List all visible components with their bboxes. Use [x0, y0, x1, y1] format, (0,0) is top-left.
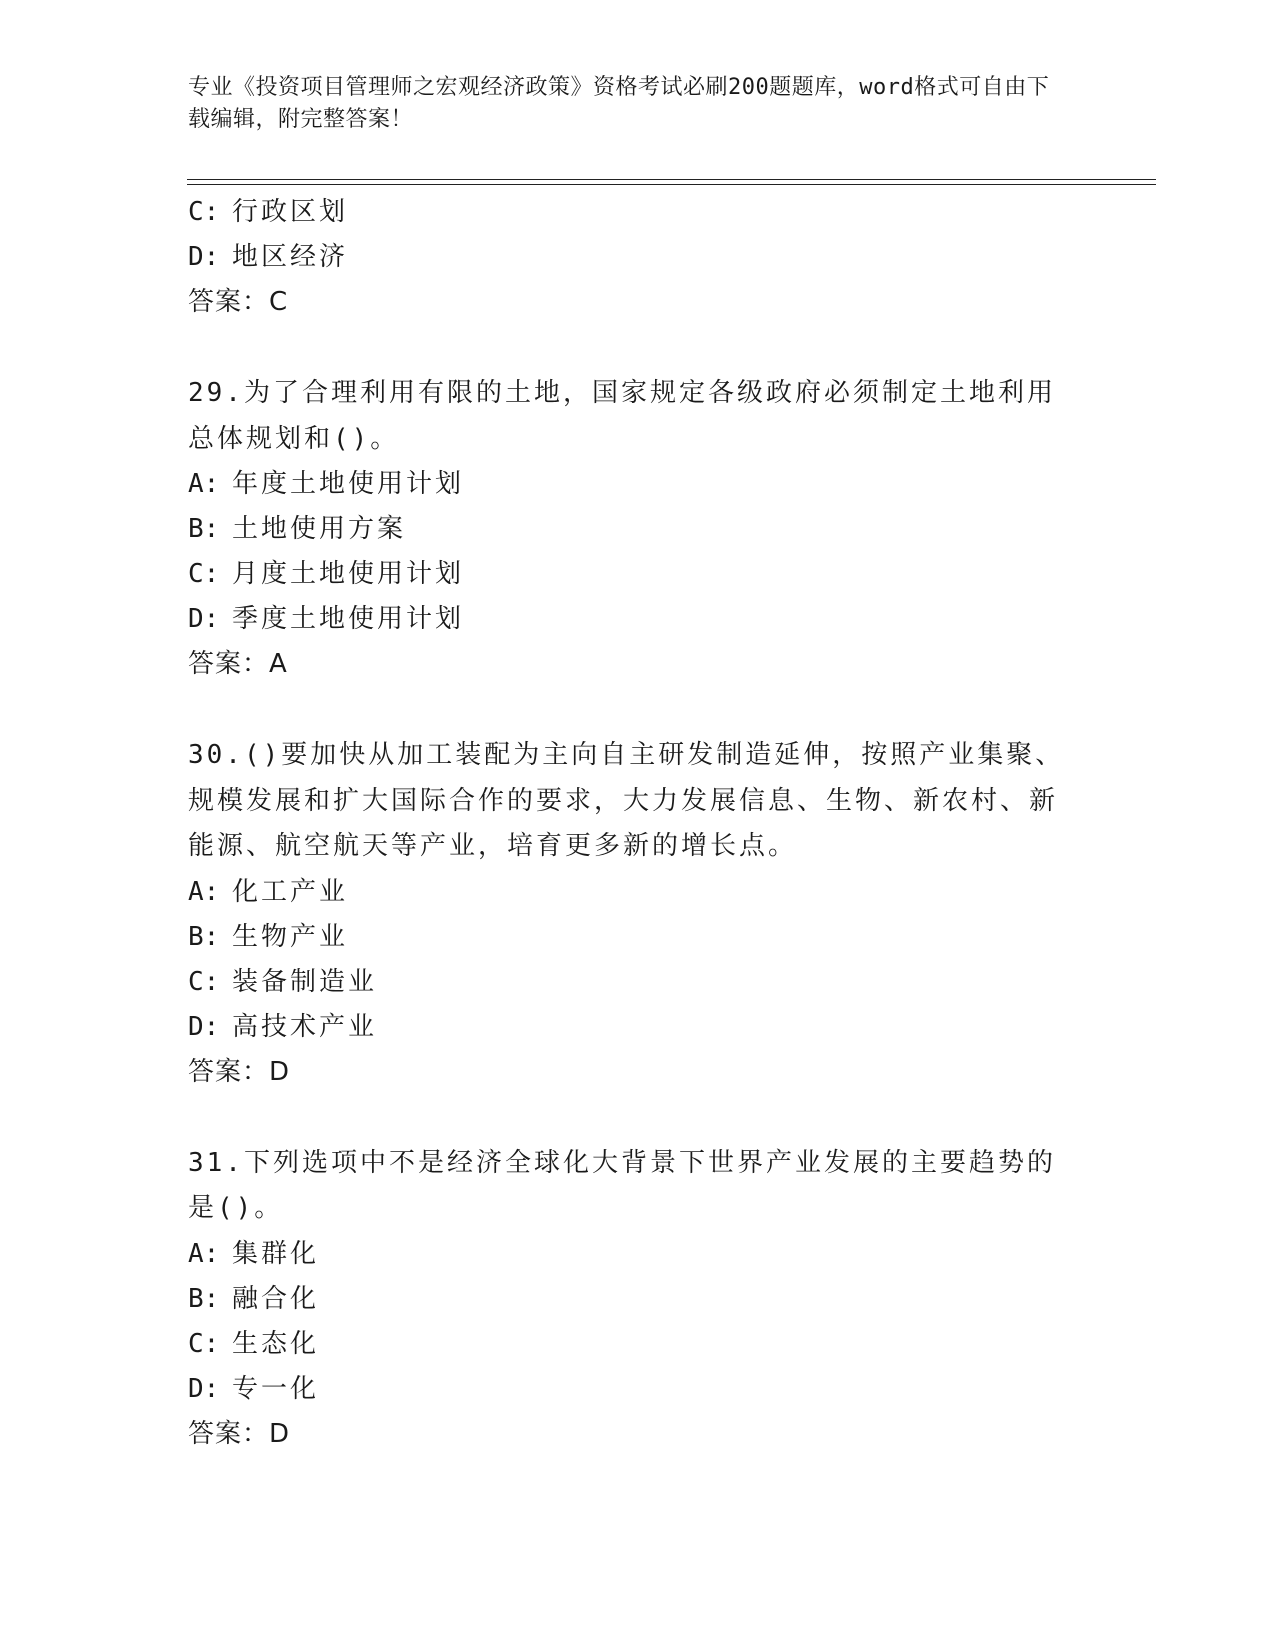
- answer-line: 答案：C: [188, 287, 289, 317]
- option-line: [188, 597, 1088, 642]
- option-line: [188, 915, 1088, 960]
- document-header: 专业《投资项目管理师之宏观经济政策》资格考试必刷200题题库，word格式可自由下载编辑，附完整答案！: [188, 75, 1050, 132]
- option-line: [188, 1367, 1088, 1412]
- option-text: 地区经济: [232, 242, 349, 272]
- option-text: 装备制造业: [232, 966, 378, 997]
- option-line: [188, 462, 1088, 507]
- option-letter: C:: [188, 966, 220, 997]
- option-letter: B:: [188, 921, 220, 952]
- option-text: 化工产业: [232, 876, 349, 907]
- option-text: 土地使用方案: [232, 514, 407, 544]
- option-letter: D:: [188, 242, 220, 272]
- option-line: [188, 235, 1088, 280]
- option-text: 融合化: [232, 1283, 320, 1314]
- answer-line: 答案：D: [188, 1418, 291, 1449]
- option-letter: D:: [188, 1373, 220, 1404]
- option-letter: B:: [188, 514, 220, 544]
- question-stem: 31.下列选项中不是经济全球化大背景下世界产业发展的主要趋势的是()。: [188, 1147, 1056, 1223]
- option-text: 集群化: [232, 1238, 320, 1269]
- option-line: [188, 960, 1088, 1005]
- option-letter: A:: [188, 1238, 220, 1269]
- option-line: [188, 190, 1088, 235]
- option-text: 高技术产业: [232, 1011, 378, 1042]
- option-text: 行政区划: [232, 197, 349, 227]
- option-text: 专一化: [232, 1373, 320, 1404]
- option-letter: D:: [188, 604, 220, 634]
- option-letter: C:: [188, 559, 220, 589]
- option-line: [188, 507, 1088, 552]
- header-divider-top: [187, 179, 1156, 180]
- answer-line: 答案：A: [188, 649, 288, 679]
- option-text: 生态化: [232, 1328, 320, 1359]
- option-letter: D:: [188, 1011, 220, 1042]
- answer-line: 答案：D: [188, 1056, 291, 1087]
- option-line: [188, 1232, 1088, 1277]
- option-letter: B:: [188, 1283, 220, 1314]
- header-divider-bottom: [187, 184, 1156, 185]
- option-letter: A:: [188, 876, 220, 907]
- question-content: [188, 190, 1088, 1457]
- option-line: [188, 1277, 1088, 1322]
- option-letter: A:: [188, 469, 220, 499]
- question-stem: 29.为了合理利用有限的土地，国家规定各级政府必须制定土地利用总体规划和()。: [188, 378, 1056, 454]
- option-text: 季度土地使用计划: [232, 604, 465, 634]
- option-letter: C:: [188, 197, 220, 227]
- option-text: 年度土地使用计划: [232, 469, 465, 499]
- option-line: [188, 1005, 1088, 1050]
- option-line: [188, 870, 1088, 915]
- question-stem: 30.()要加快从加工装配为主向自主研发制造延伸，按照产业集聚、规模发展和扩大国际合作的要求，大力发展信息、生物、新农村、新能源、航空航天等产业，培育更多新的增长点。: [188, 740, 1065, 861]
- option-text: 月度土地使用计划: [232, 559, 465, 589]
- option-line: [188, 552, 1088, 597]
- option-letter: C:: [188, 1328, 220, 1359]
- option-text: 生物产业: [232, 921, 349, 952]
- option-line: [188, 1322, 1088, 1367]
